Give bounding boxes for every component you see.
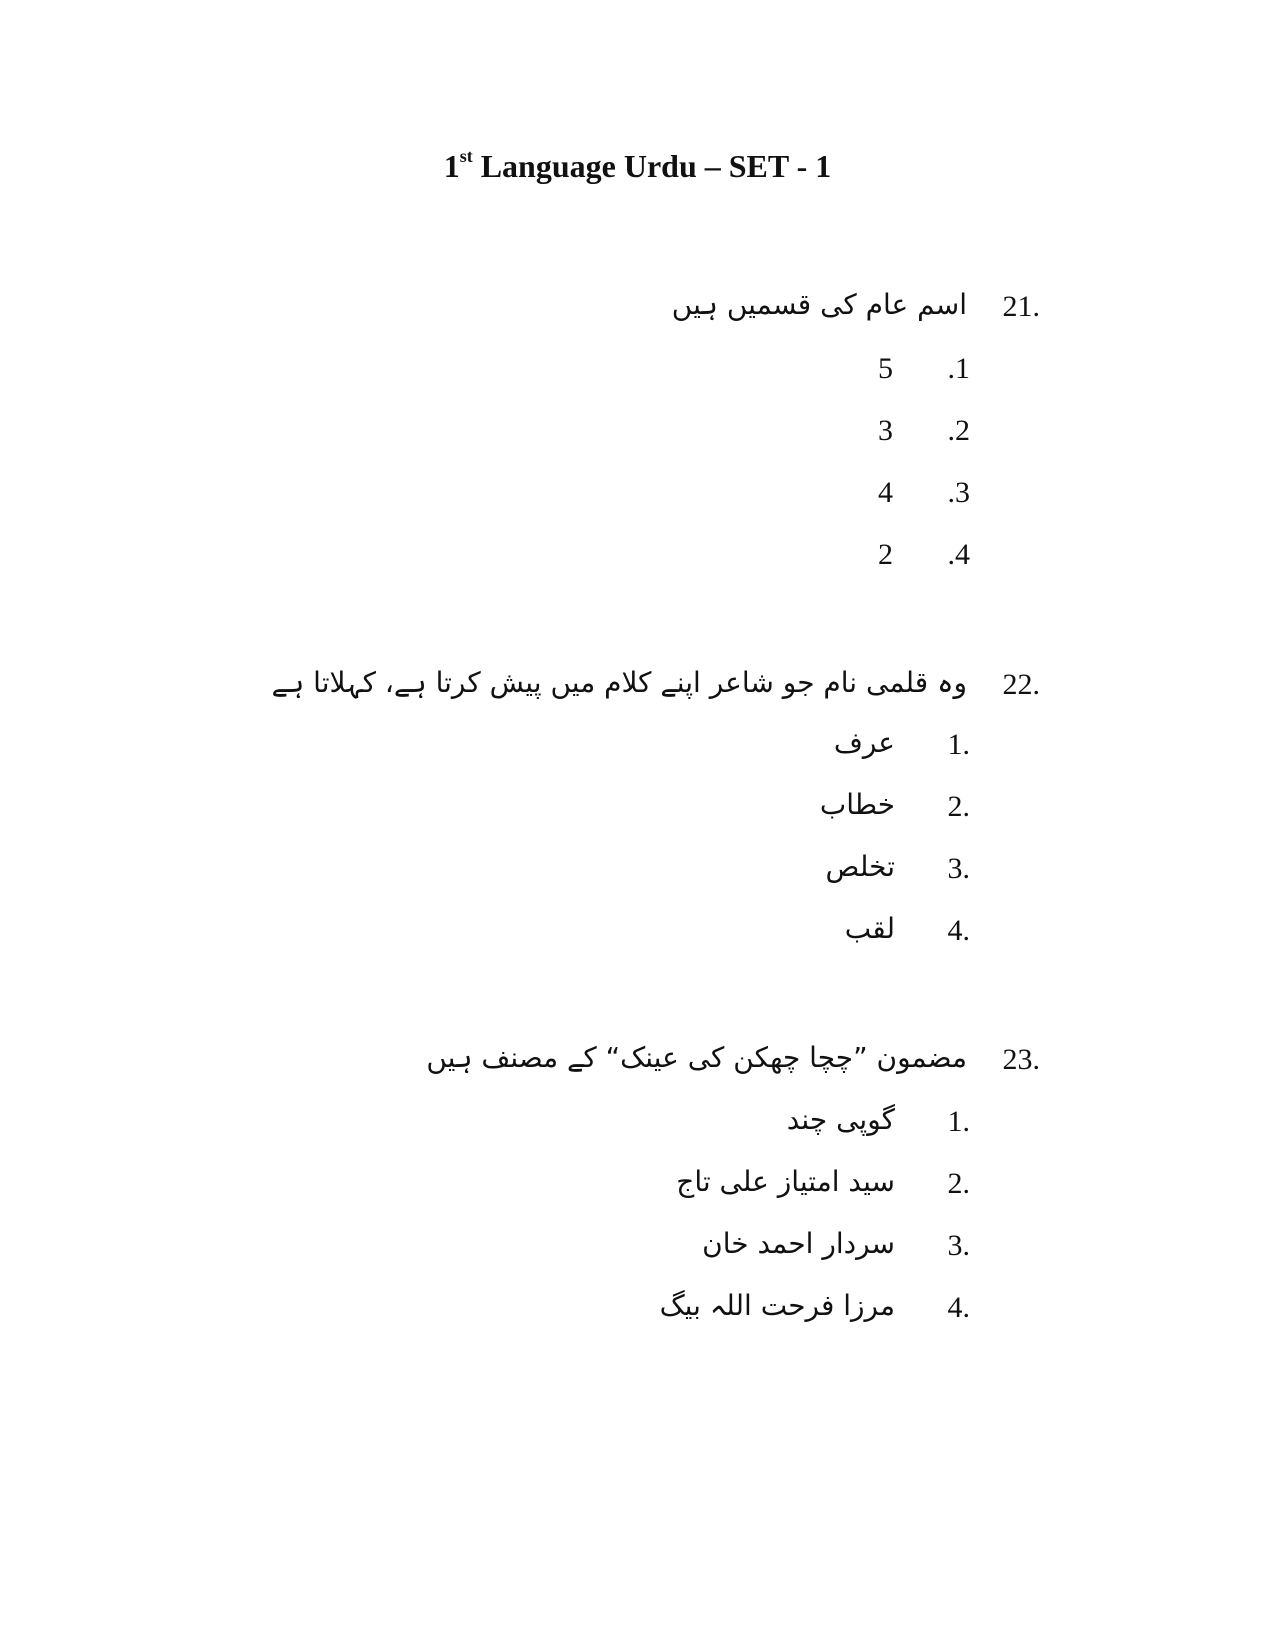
option-text: 2 bbox=[878, 538, 893, 571]
question-23-option-2[interactable] bbox=[0, 1165, 1275, 1200]
question-22 bbox=[0, 666, 1275, 701]
option-text: 5 bbox=[878, 352, 893, 385]
option-number: .4 bbox=[947, 538, 970, 571]
option-text: خطاب bbox=[819, 788, 895, 821]
option-number: .1 bbox=[947, 352, 970, 385]
option-number: 3. bbox=[947, 852, 970, 885]
option-number: .2 bbox=[947, 414, 970, 447]
option-text: 4 bbox=[878, 476, 893, 509]
question-23 bbox=[0, 1041, 1275, 1076]
question-number: 22. bbox=[1002, 668, 1040, 701]
option-text: لقب bbox=[844, 912, 895, 945]
question-number: 23. bbox=[1002, 1043, 1040, 1076]
option-number: 4. bbox=[947, 914, 970, 947]
option-text: تخلص bbox=[825, 850, 895, 883]
option-number: 2. bbox=[947, 1167, 970, 1200]
option-number: 1. bbox=[947, 1105, 970, 1138]
question-22-option-2[interactable] bbox=[0, 788, 1275, 823]
question-22-option-3[interactable] bbox=[0, 850, 1275, 885]
question-21-option-4[interactable] bbox=[0, 538, 1275, 571]
title-superscript: st bbox=[459, 146, 473, 166]
option-text: سردار احمد خان bbox=[702, 1227, 895, 1260]
option-text: سید امتیاز علی تاج bbox=[676, 1165, 895, 1198]
option-number: 2. bbox=[947, 790, 970, 823]
question-21-option-1[interactable] bbox=[0, 352, 1275, 385]
question-21 bbox=[0, 288, 1275, 323]
question-22-option-1[interactable] bbox=[0, 726, 1275, 761]
question-21-option-2[interactable] bbox=[0, 414, 1275, 447]
question-23-option-3[interactable] bbox=[0, 1227, 1275, 1262]
question-text: مضمون ”چچا چھکن کی عینک“ کے مصنف ہیں bbox=[426, 1041, 967, 1074]
question-text: اسم عام کی قسمیں ہیں bbox=[671, 288, 967, 321]
question-number: 21. bbox=[1002, 290, 1040, 323]
question-23-option-4[interactable] bbox=[0, 1289, 1275, 1324]
title-rest: Language Urdu – SET - 1 bbox=[472, 148, 832, 184]
option-number: 4. bbox=[947, 1291, 970, 1324]
option-number: .3 bbox=[947, 476, 970, 509]
title-prefix: 1 bbox=[443, 148, 460, 184]
option-number: 1. bbox=[947, 728, 970, 761]
page-title bbox=[0, 148, 1275, 185]
option-text: مرزا فرحت اللہ بیگ bbox=[659, 1289, 895, 1322]
option-text: 3 bbox=[878, 414, 893, 447]
question-23-option-1[interactable] bbox=[0, 1103, 1275, 1138]
question-text: وہ قلمی نام جو شاعر اپنے کلام میں پیش کرتا ہے، کہلاتا ہے bbox=[271, 666, 967, 699]
question-21-option-3[interactable] bbox=[0, 476, 1275, 509]
option-text: عرف bbox=[833, 726, 895, 759]
question-22-option-4[interactable] bbox=[0, 912, 1275, 947]
option-number: 3. bbox=[947, 1229, 970, 1262]
option-text: گوپی چند bbox=[786, 1103, 895, 1136]
